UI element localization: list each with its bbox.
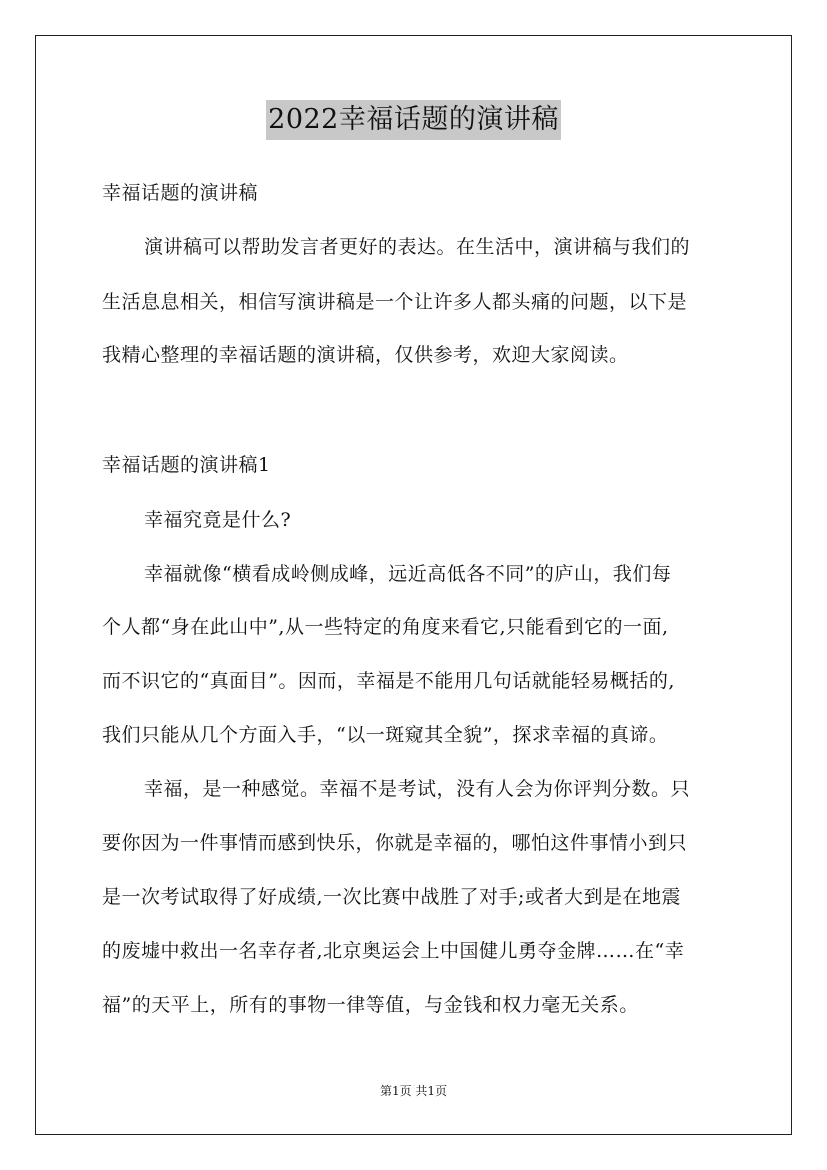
subtitle: 幸福话题的演讲稿 — [102, 182, 259, 204]
paragraph-line: 要你因为一件事情而感到快乐，你就是幸福的，哪怕这件事情小到只 — [102, 832, 688, 854]
paragraph-line: 我们只能从几个方面入手，“以一斑窥其全貌”，探求幸福的真谛。 — [102, 724, 669, 746]
question-line: 幸福究竟是什么? — [144, 509, 292, 531]
paragraph-line: 而不识它的“真面目”。因而，幸福是不能用几句话就能轻易概括的, — [102, 670, 675, 692]
intro-line: 演讲稿可以帮助发言者更好的表达。在生活中，演讲稿与我们的 — [144, 236, 691, 258]
paragraph-line: 幸福，是一种感觉。幸福不是考试，没有人会为你评判分数。只 — [144, 778, 691, 800]
title-wrap — [0, 100, 827, 140]
paragraph-line: 个人都“身在此山中”,从一些特定的角度来看它,只能看到它的一面, — [102, 616, 669, 638]
paragraph-line: 幸福就像“横看成岭侧成峰，远近高低各不同”的庐山，我们每 — [144, 563, 672, 585]
paragraph-line: 福”的天平上，所有的事物一律等值，与金钱和权力毫无关系。 — [102, 994, 639, 1016]
paragraph-line: 是一次考试取得了好成绩,一次比赛中战胜了对手;或者大到是在地震 — [102, 886, 681, 908]
paragraph-line: 的废墟中救出一名幸存者,北京奥运会上中国健儿勇夺金牌……在“幸 — [102, 940, 685, 962]
page-footer: 第1页 共1页 — [379, 1084, 448, 1098]
section-heading: 幸福话题的演讲稿1 — [102, 454, 271, 476]
intro-line: 生活息息相关，相信写演讲稿是一个让许多人都头痛的问题，以下是 — [102, 291, 688, 313]
intro-line: 我精心整理的幸福话题的演讲稿，仅供参考，欢迎大家阅读。 — [102, 344, 629, 366]
document-title: 2022幸福话题的演讲稿 — [266, 100, 561, 140]
